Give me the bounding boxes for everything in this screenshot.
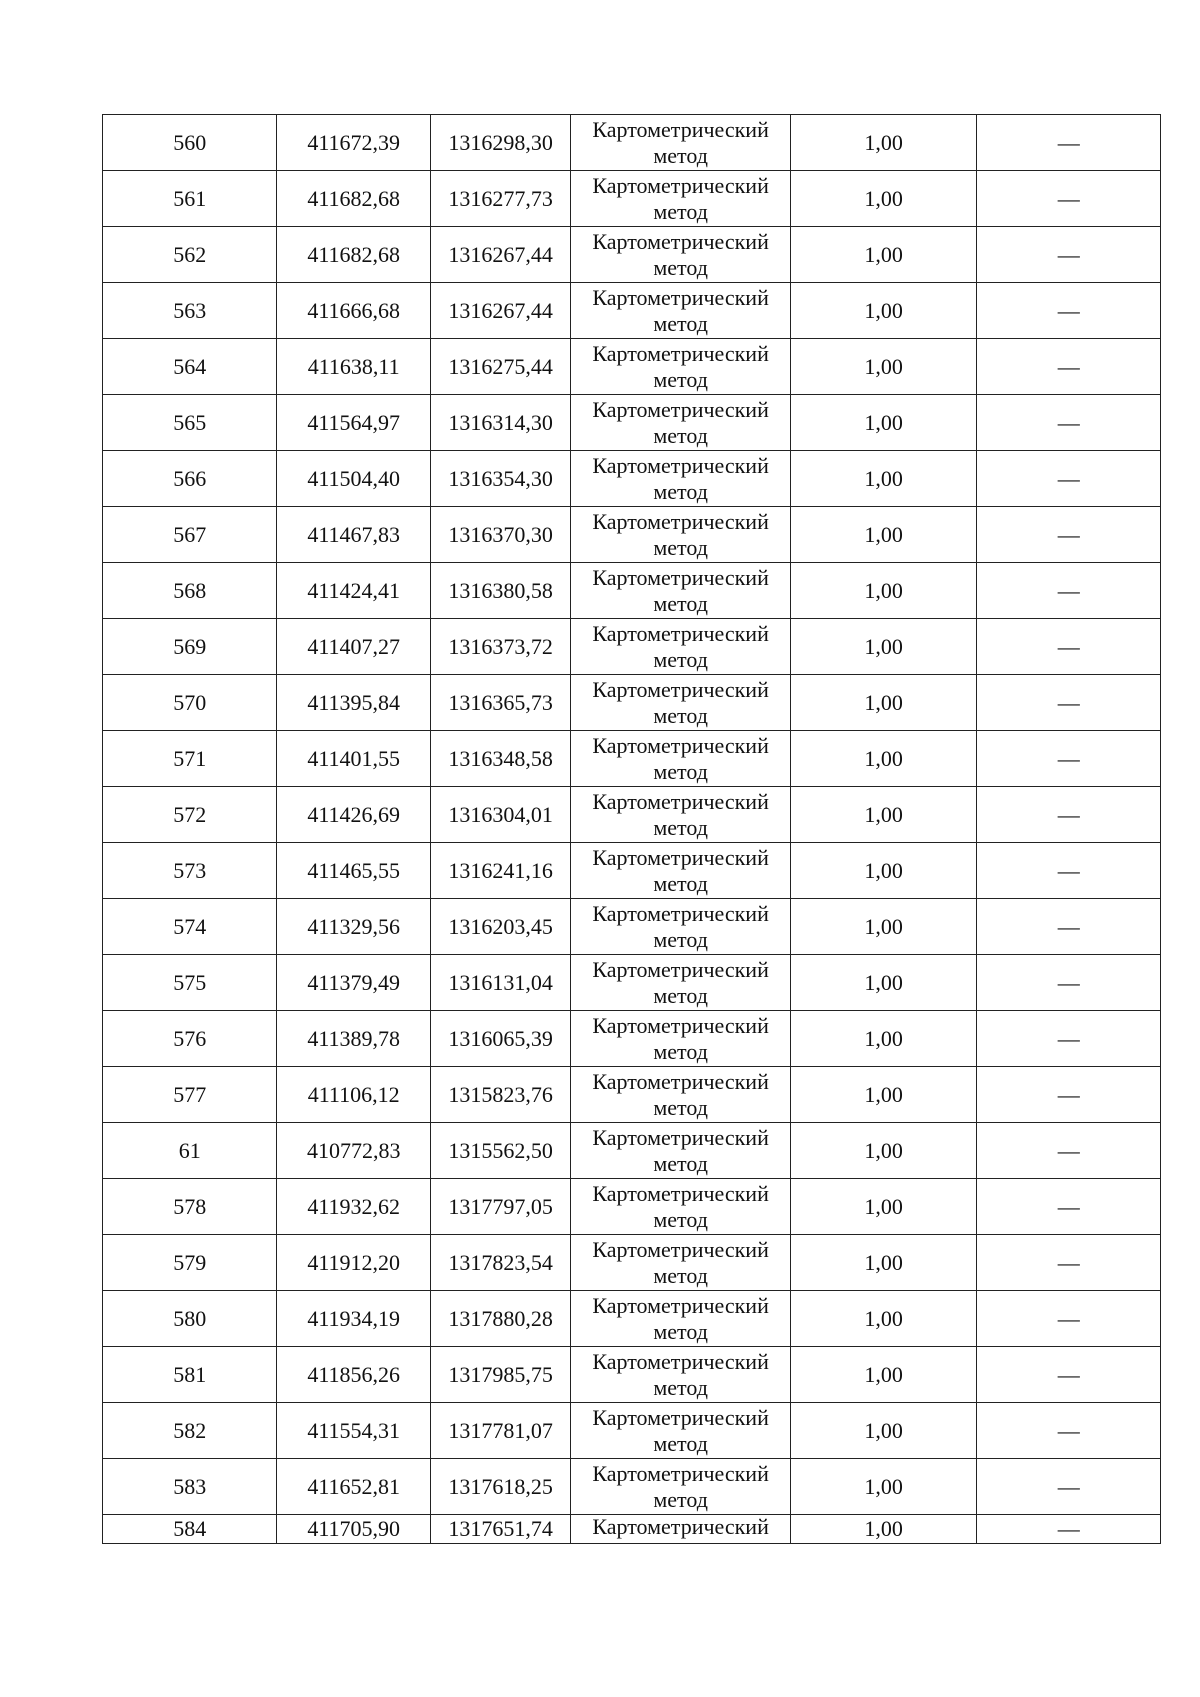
method-cell: Картометрический метод xyxy=(571,1347,791,1403)
x-coordinate-cell: 411467,83 xyxy=(277,507,430,563)
method-cell: Картометрический метод xyxy=(571,563,791,619)
point-number-cell: 564 xyxy=(103,339,277,395)
table-row xyxy=(103,1179,1161,1235)
table-row xyxy=(103,1403,1161,1459)
point-number-cell: 578 xyxy=(103,1179,277,1235)
x-coordinate-cell: 411934,19 xyxy=(277,1291,430,1347)
note-cell: — xyxy=(977,1347,1161,1403)
y-coordinate-cell: 1316277,73 xyxy=(430,171,570,227)
table-row xyxy=(103,339,1161,395)
table-row xyxy=(103,675,1161,731)
y-coordinate-cell: 1316370,30 xyxy=(430,507,570,563)
method-cell: Картометрический метод xyxy=(571,227,791,283)
point-number-cell: 579 xyxy=(103,1235,277,1291)
point-number-cell: 573 xyxy=(103,843,277,899)
note-cell: — xyxy=(977,339,1161,395)
table-row xyxy=(103,115,1161,171)
method-cell: Картометрический метод xyxy=(571,619,791,675)
table-row xyxy=(103,283,1161,339)
accuracy-cell: 1,00 xyxy=(790,1123,977,1179)
method-cell: Картометрический метод xyxy=(571,1067,791,1123)
accuracy-cell: 1,00 xyxy=(790,843,977,899)
accuracy-cell: 1,00 xyxy=(790,1515,977,1544)
y-coordinate-cell: 1316380,58 xyxy=(430,563,570,619)
x-coordinate-cell: 411329,56 xyxy=(277,899,430,955)
method-cell: Картометрический метод xyxy=(571,451,791,507)
table-row xyxy=(103,1515,1161,1544)
y-coordinate-cell: 1316298,30 xyxy=(430,115,570,171)
method-cell: Картометрический метод xyxy=(571,507,791,563)
accuracy-cell: 1,00 xyxy=(790,1347,977,1403)
table-row xyxy=(103,171,1161,227)
x-coordinate-cell: 410772,83 xyxy=(277,1123,430,1179)
method-cell: Картометрический метод xyxy=(571,843,791,899)
point-number-cell: 571 xyxy=(103,731,277,787)
y-coordinate-cell: 1315562,50 xyxy=(430,1123,570,1179)
point-number-cell: 582 xyxy=(103,1403,277,1459)
table-row xyxy=(103,1235,1161,1291)
point-number-cell: 570 xyxy=(103,675,277,731)
y-coordinate-cell: 1317880,28 xyxy=(430,1291,570,1347)
point-number-cell: 61 xyxy=(103,1123,277,1179)
x-coordinate-cell: 411424,41 xyxy=(277,563,430,619)
point-number-cell: 560 xyxy=(103,115,277,171)
y-coordinate-cell: 1316373,72 xyxy=(430,619,570,675)
accuracy-cell: 1,00 xyxy=(790,619,977,675)
y-coordinate-cell: 1317651,74 xyxy=(430,1515,570,1544)
accuracy-cell: 1,00 xyxy=(790,955,977,1011)
point-number-cell: 567 xyxy=(103,507,277,563)
table-row xyxy=(103,619,1161,675)
point-number-cell: 561 xyxy=(103,171,277,227)
x-coordinate-cell: 411666,68 xyxy=(277,283,430,339)
method-cell: Картометрический метод xyxy=(571,787,791,843)
y-coordinate-cell: 1316354,30 xyxy=(430,451,570,507)
x-coordinate-cell: 411379,49 xyxy=(277,955,430,1011)
point-number-cell: 580 xyxy=(103,1291,277,1347)
accuracy-cell: 1,00 xyxy=(790,171,977,227)
accuracy-cell: 1,00 xyxy=(790,395,977,451)
point-number-cell: 574 xyxy=(103,899,277,955)
note-cell: — xyxy=(977,171,1161,227)
point-number-cell: 577 xyxy=(103,1067,277,1123)
note-cell: — xyxy=(977,227,1161,283)
accuracy-cell: 1,00 xyxy=(790,1235,977,1291)
point-number-cell: 576 xyxy=(103,1011,277,1067)
point-number-cell: 566 xyxy=(103,451,277,507)
y-coordinate-cell: 1316267,44 xyxy=(430,227,570,283)
table-row xyxy=(103,227,1161,283)
table-row xyxy=(103,1347,1161,1403)
y-coordinate-cell: 1317797,05 xyxy=(430,1179,570,1235)
method-cell: Картометрический метод xyxy=(571,395,791,451)
table-row xyxy=(103,395,1161,451)
point-number-cell: 575 xyxy=(103,955,277,1011)
x-coordinate-cell: 411407,27 xyxy=(277,619,430,675)
note-cell: — xyxy=(977,1403,1161,1459)
y-coordinate-cell: 1315823,76 xyxy=(430,1067,570,1123)
method-cell: Картометрический метод xyxy=(571,1459,791,1515)
accuracy-cell: 1,00 xyxy=(790,1459,977,1515)
y-coordinate-cell: 1317985,75 xyxy=(430,1347,570,1403)
x-coordinate-cell: 411672,39 xyxy=(277,115,430,171)
accuracy-cell: 1,00 xyxy=(790,899,977,955)
x-coordinate-cell: 411912,20 xyxy=(277,1235,430,1291)
x-coordinate-cell: 411389,78 xyxy=(277,1011,430,1067)
accuracy-cell: 1,00 xyxy=(790,115,977,171)
table-row xyxy=(103,1291,1161,1347)
accuracy-cell: 1,00 xyxy=(790,1403,977,1459)
note-cell: — xyxy=(977,507,1161,563)
x-coordinate-cell: 411395,84 xyxy=(277,675,430,731)
note-cell: — xyxy=(977,1123,1161,1179)
method-cell: Картометрический метод xyxy=(571,899,791,955)
table-row xyxy=(103,1011,1161,1067)
note-cell: — xyxy=(977,563,1161,619)
x-coordinate-cell: 411856,26 xyxy=(277,1347,430,1403)
table-row xyxy=(103,955,1161,1011)
accuracy-cell: 1,00 xyxy=(790,1179,977,1235)
y-coordinate-cell: 1316203,45 xyxy=(430,899,570,955)
note-cell: — xyxy=(977,1515,1161,1544)
x-coordinate-cell: 411638,11 xyxy=(277,339,430,395)
method-cell: Картометрический метод xyxy=(571,1011,791,1067)
note-cell: — xyxy=(977,843,1161,899)
note-cell: — xyxy=(977,899,1161,955)
x-coordinate-cell: 411705,90 xyxy=(277,1515,430,1544)
accuracy-cell: 1,00 xyxy=(790,1011,977,1067)
x-coordinate-cell: 411554,31 xyxy=(277,1403,430,1459)
note-cell: — xyxy=(977,1291,1161,1347)
accuracy-cell: 1,00 xyxy=(790,451,977,507)
point-number-cell: 583 xyxy=(103,1459,277,1515)
y-coordinate-cell: 1316314,30 xyxy=(430,395,570,451)
y-coordinate-cell: 1316267,44 xyxy=(430,283,570,339)
y-coordinate-cell: 1316275,44 xyxy=(430,339,570,395)
note-cell: — xyxy=(977,451,1161,507)
note-cell: — xyxy=(977,1067,1161,1123)
note-cell: — xyxy=(977,731,1161,787)
note-cell: — xyxy=(977,787,1161,843)
x-coordinate-cell: 411564,97 xyxy=(277,395,430,451)
table-row xyxy=(103,1067,1161,1123)
note-cell: — xyxy=(977,115,1161,171)
accuracy-cell: 1,00 xyxy=(790,731,977,787)
note-cell: — xyxy=(977,283,1161,339)
point-number-cell: 569 xyxy=(103,619,277,675)
x-coordinate-cell: 411652,81 xyxy=(277,1459,430,1515)
table-row xyxy=(103,843,1161,899)
y-coordinate-cell: 1316241,16 xyxy=(430,843,570,899)
table-row xyxy=(103,507,1161,563)
y-coordinate-cell: 1316348,58 xyxy=(430,731,570,787)
accuracy-cell: 1,00 xyxy=(790,1067,977,1123)
note-cell: — xyxy=(977,1235,1161,1291)
note-cell: — xyxy=(977,1011,1161,1067)
method-cell: Картометрический метод xyxy=(571,1179,791,1235)
method-cell: Картометрический метод xyxy=(571,1235,791,1291)
note-cell: — xyxy=(977,395,1161,451)
y-coordinate-cell: 1316365,73 xyxy=(430,675,570,731)
x-coordinate-cell: 411932,62 xyxy=(277,1179,430,1235)
table-row xyxy=(103,899,1161,955)
x-coordinate-cell: 411106,12 xyxy=(277,1067,430,1123)
note-cell: — xyxy=(977,1179,1161,1235)
x-coordinate-cell: 411504,40 xyxy=(277,451,430,507)
accuracy-cell: 1,00 xyxy=(790,563,977,619)
method-cell: Картометрический метод xyxy=(571,115,791,171)
note-cell: — xyxy=(977,619,1161,675)
method-cell: Картометрический метод xyxy=(571,171,791,227)
y-coordinate-cell: 1316065,39 xyxy=(430,1011,570,1067)
x-coordinate-cell: 411682,68 xyxy=(277,227,430,283)
method-cell: Картометрический метод xyxy=(571,1123,791,1179)
y-coordinate-cell: 1317781,07 xyxy=(430,1403,570,1459)
method-cell: Картометрический метод xyxy=(571,1403,791,1459)
accuracy-cell: 1,00 xyxy=(790,675,977,731)
y-coordinate-cell: 1316131,04 xyxy=(430,955,570,1011)
point-number-cell: 568 xyxy=(103,563,277,619)
accuracy-cell: 1,00 xyxy=(790,227,977,283)
table-row xyxy=(103,563,1161,619)
point-number-cell: 562 xyxy=(103,227,277,283)
table-row xyxy=(103,731,1161,787)
table-row xyxy=(103,1123,1161,1179)
point-number-cell: 581 xyxy=(103,1347,277,1403)
method-cell: Картометрический метод xyxy=(571,675,791,731)
y-coordinate-cell: 1316304,01 xyxy=(430,787,570,843)
point-number-cell: 584 xyxy=(103,1515,277,1544)
table-row xyxy=(103,451,1161,507)
method-cell: Картометрический метод xyxy=(571,731,791,787)
x-coordinate-cell: 411426,69 xyxy=(277,787,430,843)
table-row xyxy=(103,787,1161,843)
accuracy-cell: 1,00 xyxy=(790,339,977,395)
coordinates-table xyxy=(102,114,1161,1544)
note-cell: — xyxy=(977,955,1161,1011)
point-number-cell: 563 xyxy=(103,283,277,339)
table-row xyxy=(103,1459,1161,1515)
table-body xyxy=(103,115,1161,1544)
accuracy-cell: 1,00 xyxy=(790,507,977,563)
y-coordinate-cell: 1317618,25 xyxy=(430,1459,570,1515)
accuracy-cell: 1,00 xyxy=(790,787,977,843)
method-cell: Картометрический метод xyxy=(571,283,791,339)
note-cell: — xyxy=(977,1459,1161,1515)
method-cell: Картометрический метод xyxy=(571,955,791,1011)
x-coordinate-cell: 411401,55 xyxy=(277,731,430,787)
method-cell: Картометрический xyxy=(571,1515,791,1544)
method-cell: Картометрический метод xyxy=(571,339,791,395)
method-cell: Картометрический метод xyxy=(571,1291,791,1347)
x-coordinate-cell: 411682,68 xyxy=(277,171,430,227)
y-coordinate-cell: 1317823,54 xyxy=(430,1235,570,1291)
point-number-cell: 572 xyxy=(103,787,277,843)
point-number-cell: 565 xyxy=(103,395,277,451)
accuracy-cell: 1,00 xyxy=(790,1291,977,1347)
accuracy-cell: 1,00 xyxy=(790,283,977,339)
note-cell: — xyxy=(977,675,1161,731)
x-coordinate-cell: 411465,55 xyxy=(277,843,430,899)
